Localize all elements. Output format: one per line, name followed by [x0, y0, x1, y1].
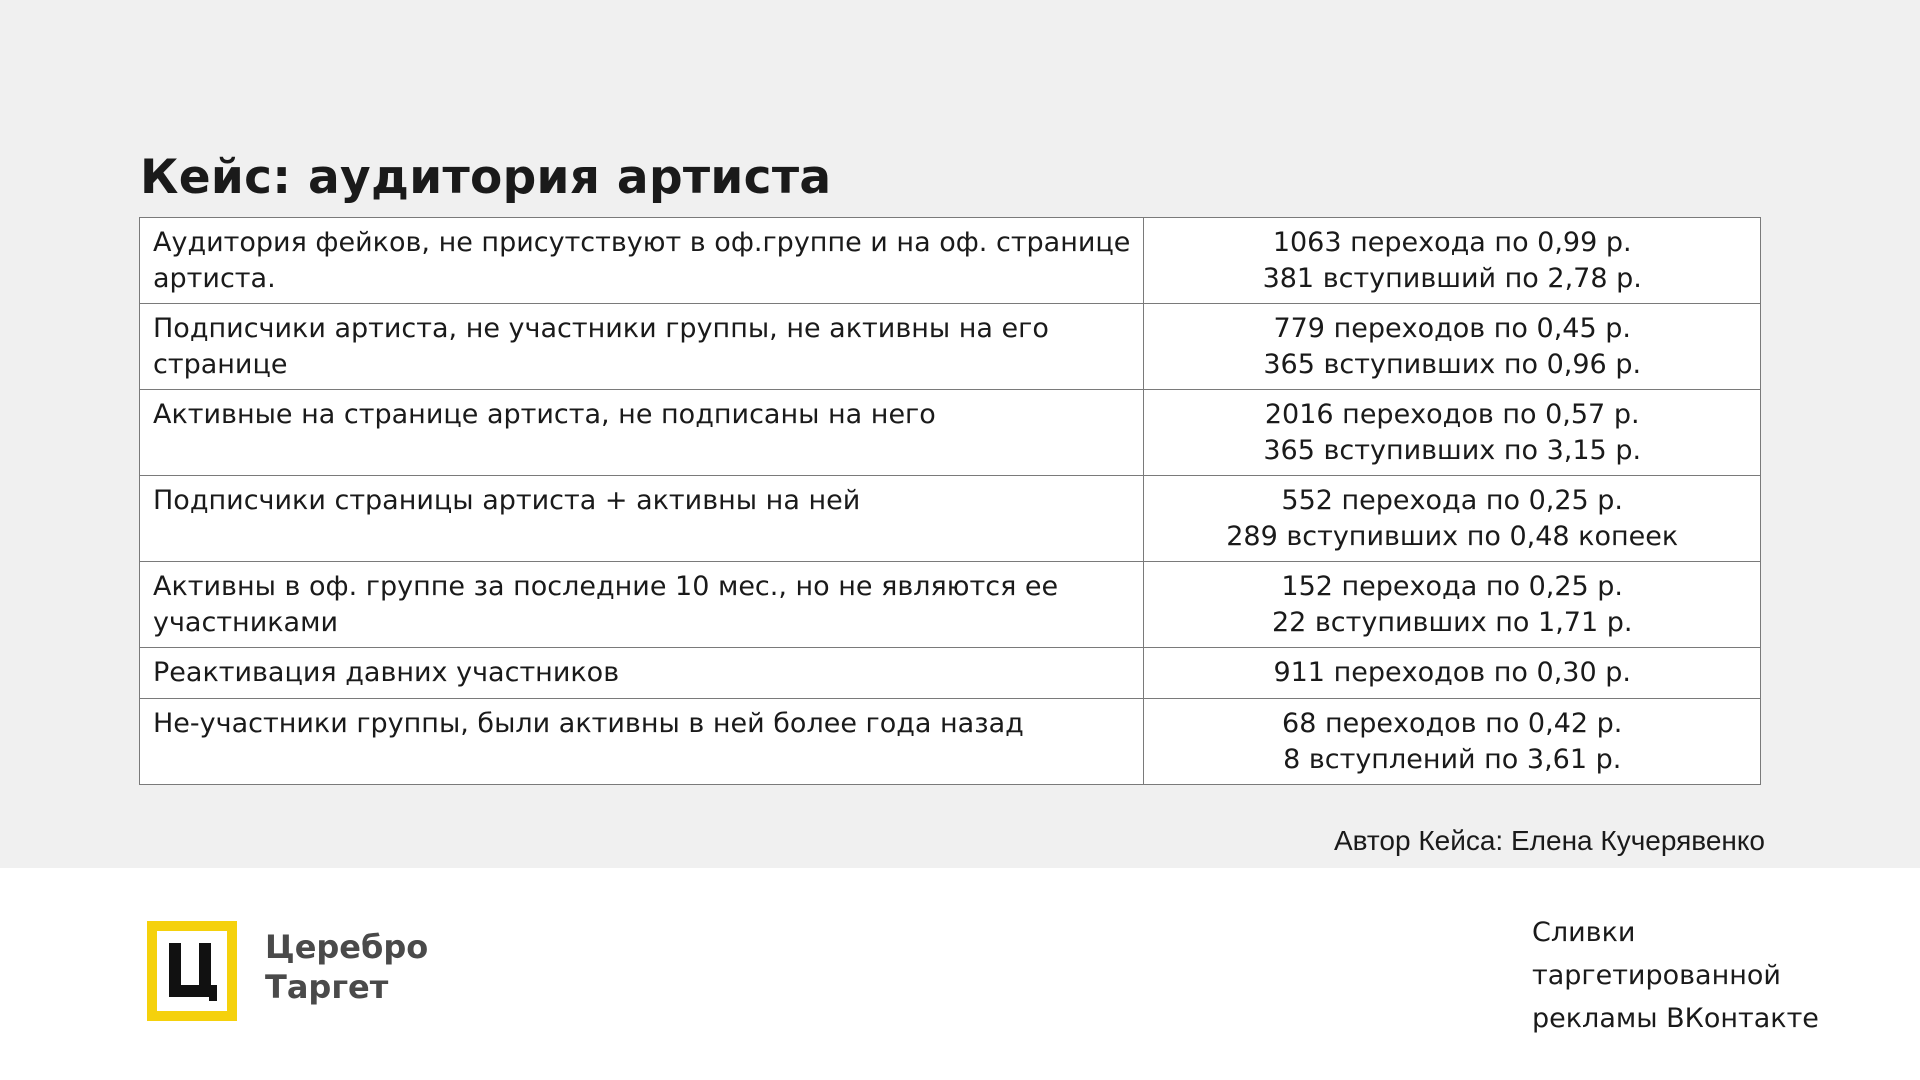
- table-row: [140, 699, 1761, 785]
- audience-line: Подписчики артиста, не участники группы, не активны на его: [153, 313, 1049, 344]
- table-row: [140, 648, 1761, 699]
- table-row: [140, 218, 1761, 304]
- table-row: [140, 304, 1761, 390]
- results-line: 1063 перехода по 0,99 р.: [1272, 227, 1632, 258]
- results-cell: [1144, 699, 1761, 785]
- table-row: [140, 562, 1761, 648]
- page-title: Кейс: аудитория артиста: [140, 150, 832, 205]
- audience-line: Активны в оф. группе за последние 10 мес., но не являются ее: [153, 571, 1059, 602]
- case-author: Автор Кейса: Елена Кучерявенко: [1333, 825, 1765, 856]
- audience-line: странице: [153, 349, 288, 380]
- logo-text: [265, 927, 428, 1007]
- results-cell: [1144, 648, 1761, 699]
- results-cell: [1144, 476, 1761, 562]
- table-row: [140, 390, 1761, 476]
- results-cell: [1144, 390, 1761, 476]
- results-cell: [1144, 218, 1761, 304]
- audience-line: Активные на странице артиста, не подписаны на него: [153, 399, 936, 430]
- audience-cell: [140, 218, 1144, 304]
- results-line: 365 вступивших по 3,15 р.: [1263, 435, 1642, 466]
- results-line: 68 переходов по 0,42 р.: [1282, 708, 1623, 739]
- results-line: 152 перехода по 0,25 р.: [1281, 571, 1624, 602]
- case-table: [139, 217, 1761, 785]
- audience-cell: [140, 390, 1144, 476]
- audience-line: Аудитория фейков, не присутствуют в оф.группе и на оф. странице: [153, 227, 1131, 258]
- audience-line: Подписчики страницы артиста + активны на ней: [153, 485, 861, 516]
- logo-mark-inner: [157, 931, 227, 1011]
- tagline-line: таргетированной: [1532, 960, 1781, 991]
- results-cell: [1144, 304, 1761, 390]
- results-line: 381 вступивший по 2,78 р.: [1262, 263, 1642, 294]
- table-row: [140, 476, 1761, 562]
- results-line: 779 переходов по 0,45 р.: [1273, 313, 1631, 344]
- audience-line: участниками: [153, 607, 339, 638]
- audience-cell: [140, 304, 1144, 390]
- results-line: 552 перехода по 0,25 р.: [1281, 485, 1624, 516]
- logo-line-2: Таргет: [265, 968, 389, 1006]
- audience-cell: [140, 648, 1144, 699]
- audience-cell: [140, 476, 1144, 562]
- results-line: 2016 переходов по 0,57 р.: [1264, 399, 1640, 430]
- results-line: 22 вступивших по 1,71 р.: [1271, 607, 1633, 638]
- audience-line: Не-участники группы, были активны в ней более года назад: [153, 708, 1024, 739]
- tse-letter-icon: [165, 939, 219, 1003]
- results-line: 8 вступлений по 3,61 р.: [1283, 744, 1622, 775]
- cerebro-logo-icon: [147, 921, 237, 1021]
- results-line: 289 вступивших по 0,48 копеек: [1226, 521, 1679, 552]
- results-line: 365 вступивших по 0,96 р.: [1263, 349, 1642, 380]
- tagline-line: рекламы ВКонтакте: [1532, 1003, 1819, 1034]
- audience-cell: [140, 562, 1144, 648]
- logo-line-1: Церебро: [265, 928, 429, 966]
- tagline-line: Сливки: [1532, 917, 1636, 948]
- results-cell: [1144, 562, 1761, 648]
- audience-line: артиста.: [153, 263, 276, 294]
- results-line: 911 переходов по 0,30 р.: [1273, 657, 1631, 688]
- audience-cell: [140, 699, 1144, 785]
- tagline: [1532, 911, 1819, 1040]
- audience-line: Реактивация давних участников: [153, 657, 620, 688]
